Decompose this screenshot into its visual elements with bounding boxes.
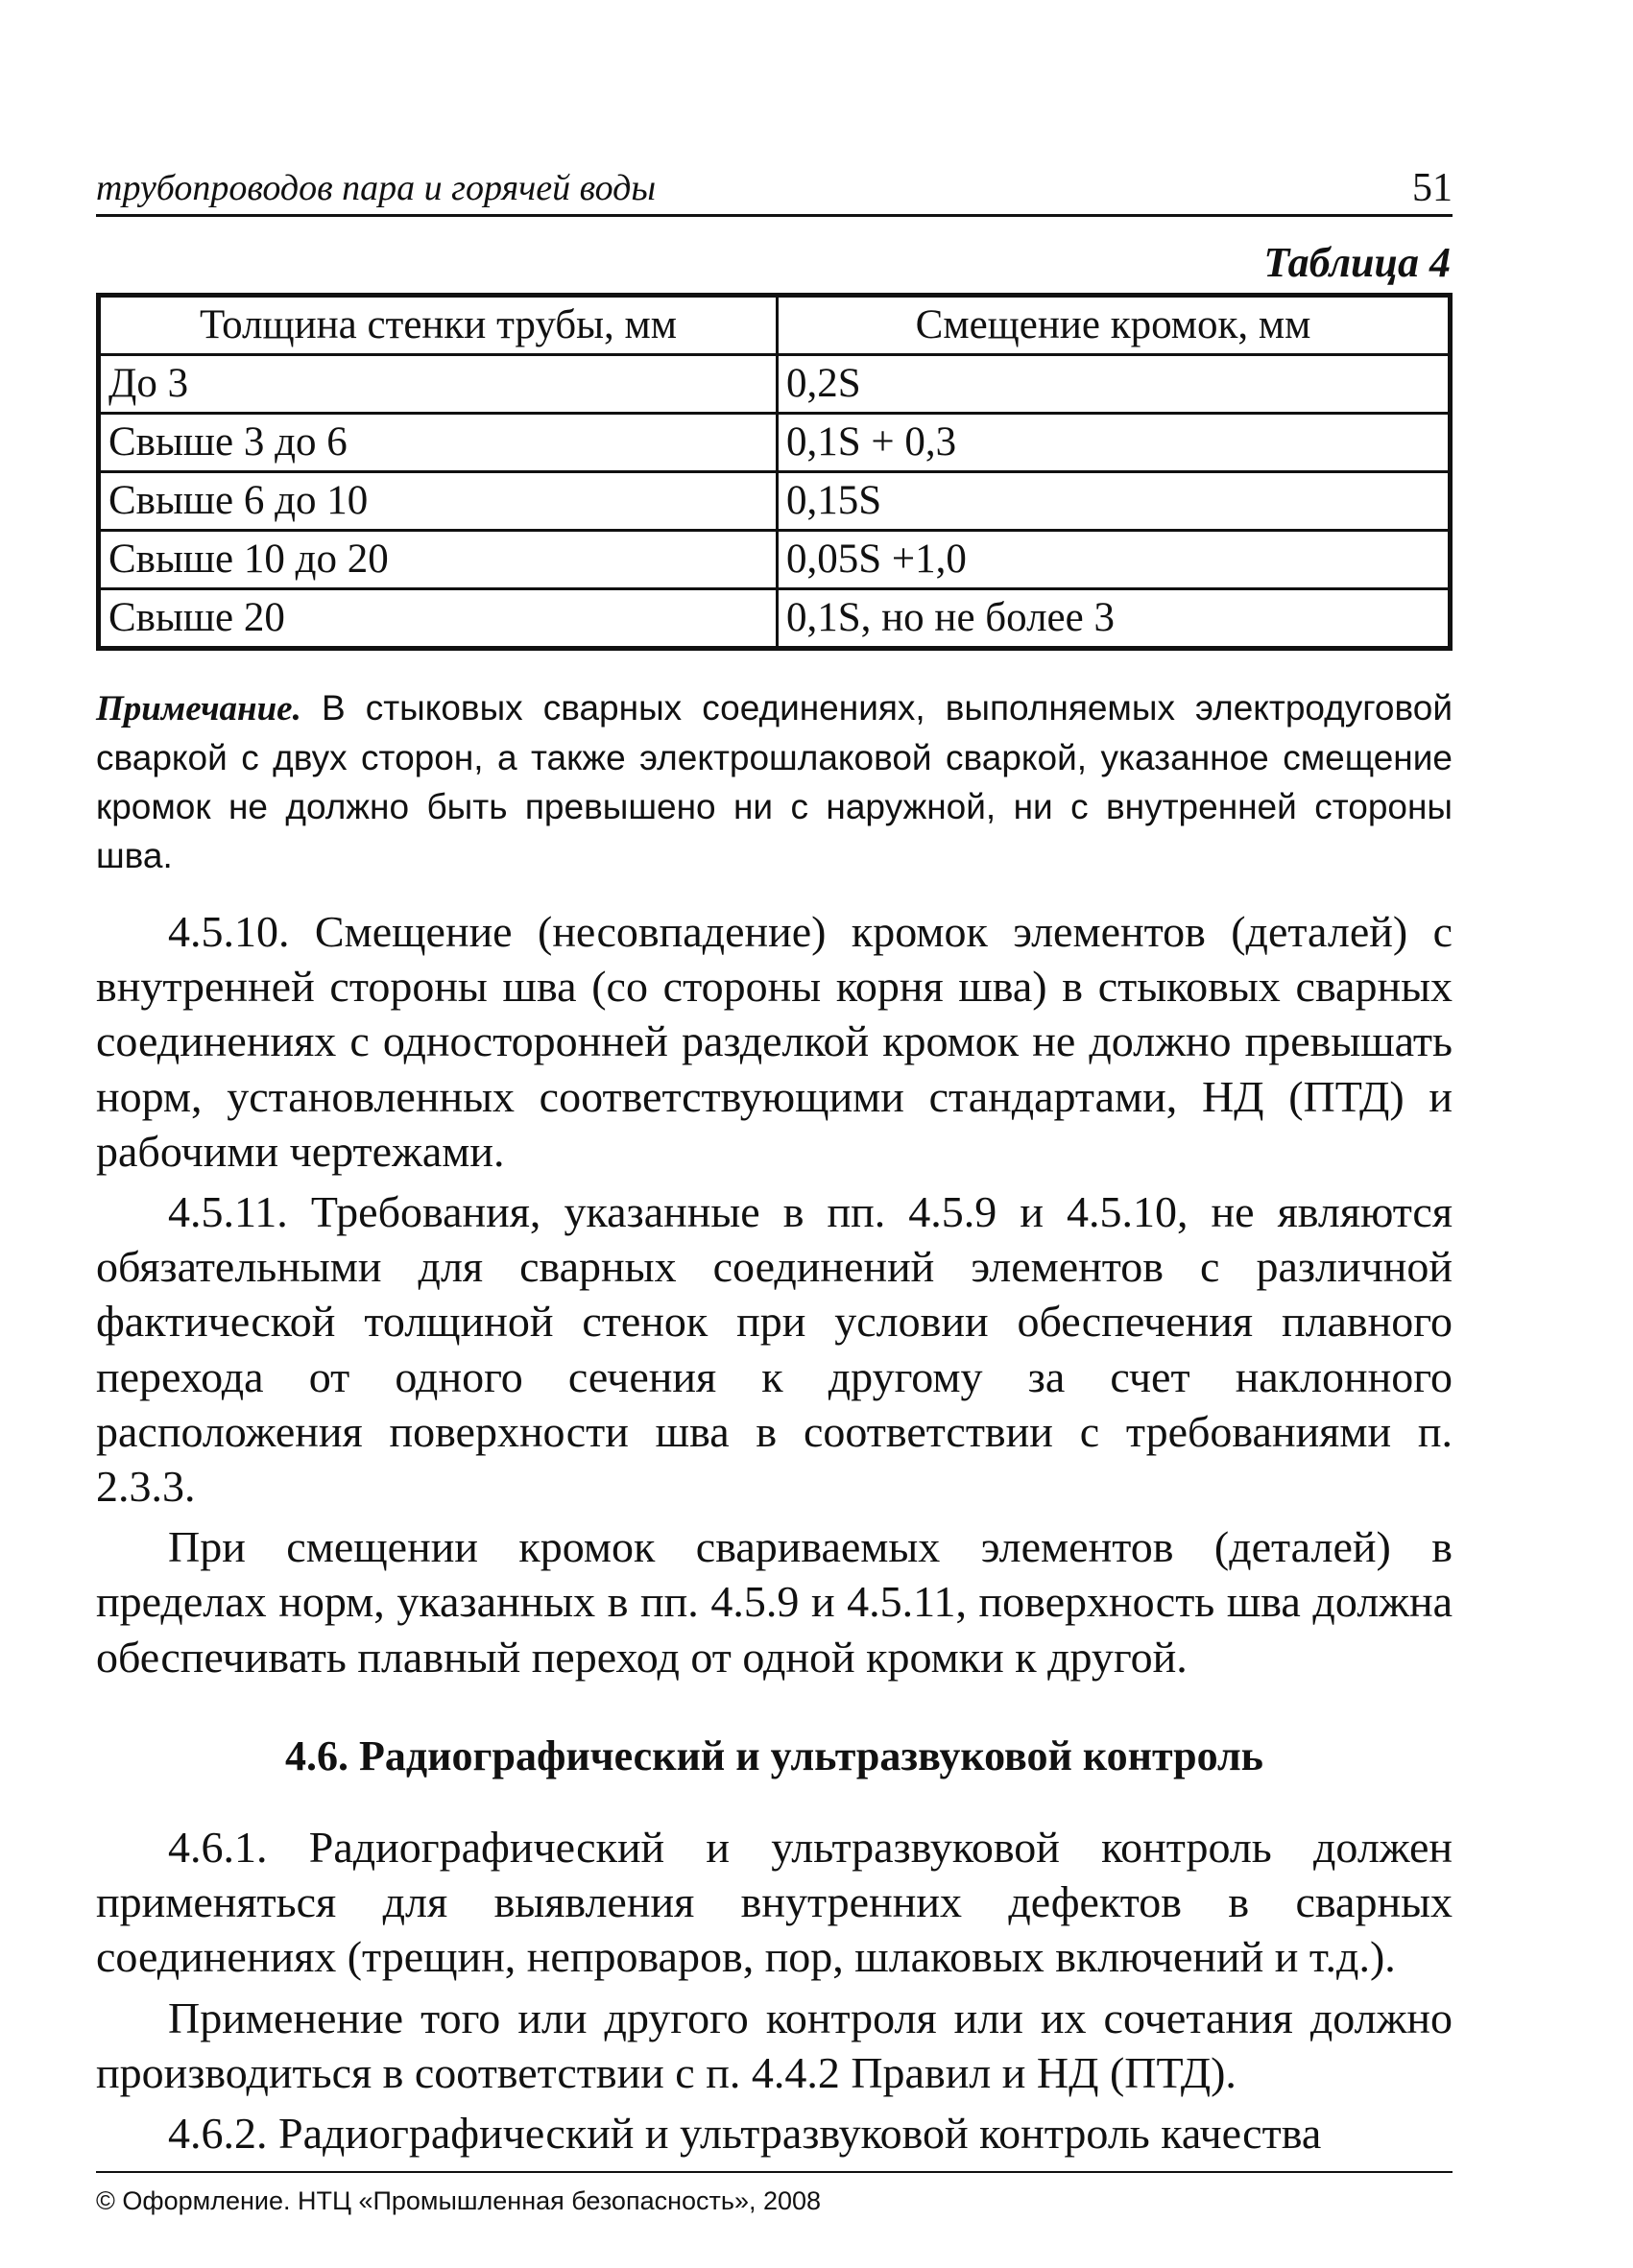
note-text: В стыковых сварных соединениях, выполняемых электродуговой сваркой с двух сторон, а также электрошлаковой сваркой, указанное смещение кромок не должно быть превышено ни с наружной, ни с внутренней стороны шва.	[96, 688, 1453, 875]
table-row	[99, 531, 1451, 589]
table-cell-thickness: Свыше 3 до 6	[99, 414, 778, 472]
body-text	[96, 904, 1453, 2161]
table-row	[99, 589, 1451, 649]
table-cell-offset: 0,05S +1,0	[778, 531, 1451, 589]
table-cell-thickness: Свыше 20	[99, 589, 778, 649]
table-row	[99, 414, 1451, 472]
section-heading: 4.6. Радиографический и ультразвуковой контроль	[285, 1731, 1263, 1779]
table-row	[99, 472, 1451, 531]
table-caption: Таблица 4	[1263, 239, 1451, 286]
table-header-cell: Толщина стенки трубы, мм	[99, 296, 778, 355]
table-note	[96, 683, 1453, 880]
paragraph-offset-transition: При смещении кромок свариваемых элементов (деталей) в пределах норм, указанных в пп. 4.5.9 и 4.5.11, поверхность шва должна обеспечивать плавный переход от одной кромки к другой.	[96, 1522, 1453, 1682]
table-cell-offset: 0,15S	[778, 472, 1451, 531]
note-label: Примечание.	[96, 689, 301, 728]
table-cell-thickness: Свыше 6 до 10	[99, 472, 778, 531]
table-cell-thickness: До 3	[99, 355, 778, 414]
table-row	[99, 355, 1451, 414]
offset-table	[96, 293, 1453, 651]
paragraph-4-5-10: 4.5.10. Смещение (несовпадение) кромок элементов (деталей) с внутренней стороны шва (со стороны корня шва) в стыковых сварных соединениях с односторонней разделкой кромок не должно превышать норм, установленных соответствующими стандартами, НД (ПТД) и рабочими чертежами.	[96, 907, 1453, 1176]
page-header	[96, 166, 1453, 217]
header-rule	[96, 214, 1453, 217]
table-cell-offset: 0,1S + 0,3	[778, 414, 1451, 472]
paragraph-control-application: Применение того или другого контроля или их сочетания должно производиться в соответствии с п. 4.4.2 Правил и НД (ПТД).	[96, 1993, 1453, 2097]
table-cell-offset: 0,2S	[778, 355, 1451, 414]
page-number: 51	[1412, 166, 1453, 210]
table-header-cell: Смещение кромок, мм	[778, 296, 1451, 355]
table-header-row	[99, 296, 1451, 355]
table-cell-thickness: Свыше 10 до 20	[99, 531, 778, 589]
table-cell-offset: 0,1S, но не более 3	[778, 589, 1451, 649]
footer-rule	[96, 2171, 1453, 2173]
copyright-text: © Оформление. НТЦ «Промышленная безопасность», 2008	[96, 2186, 822, 2215]
paragraph-4-5-11: 4.5.11. Требования, указанные в пп. 4.5.9 и 4.5.10, не являются обязательными для сварных соединений элементов с различной фактической толщиной стенок при условии обеспечения плавного перехода от одного сечения к другому за счет наклонного расположения поверхности шва в соответствии с требованиями п. 2.3.3.	[96, 1187, 1453, 1512]
paragraph-4-6-1: 4.6.1. Радиографический и ультразвуковой контроль должен применяться для выявления внутренних дефектов в сварных соединениях (трещин, непроваров, пор, шлаковых включений и т.д.).	[96, 1823, 1453, 1982]
page-footer	[96, 2171, 1453, 2216]
running-title: трубопроводов пара и горячей воды	[96, 168, 657, 208]
paragraph-4-6-2: 4.6.2. Радиографический и ультразвуковой контроль качества	[168, 2109, 1322, 2159]
